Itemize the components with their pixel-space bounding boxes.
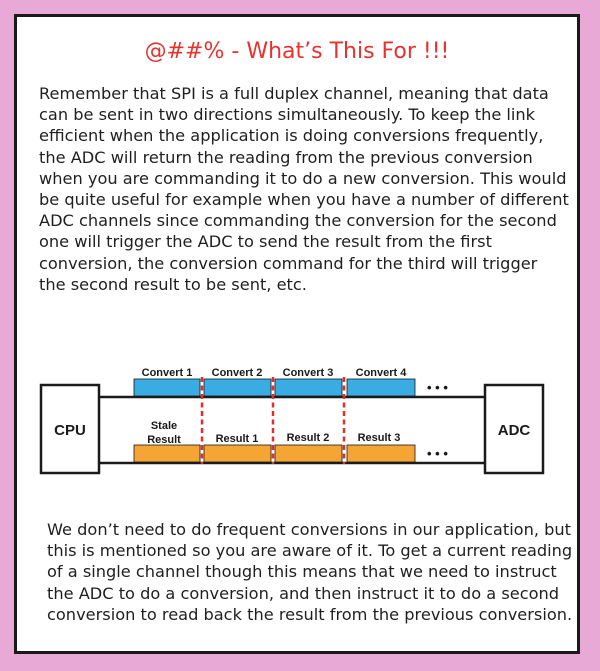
- stale-result-label: Result: [147, 434, 181, 446]
- result-label: Result 2: [286, 432, 330, 444]
- intro-paragraph: Remember that SPI is a full duplex channel, meaning that data can be sent in two directions simultaneously. To keep the link efficient when the application is doing conversions frequently, the ADC will return the reading from the previous conversion when you are commanding it to do a new conversion. This would be quite useful for example when you have a number of different ADC channels since commanding the conversion for the second one will trigger the ADC to send the result from the first conversion, the conversion command for the third will trigger the second result to be sent, etc.: [39, 84, 569, 294]
- stale-result-label: Stale: [150, 420, 178, 432]
- convert-label: Convert 4: [355, 367, 407, 379]
- closing-paragraph: We don’t need to do frequent conversions in our application, but this is mentioned so you are aware of it. To get a current reading of a single channel though this means that we need to instruct the ADC to do a conversion, and then instruct it to do a second conversion to read back the result from the previous conversion.: [47, 520, 573, 624]
- result-label: Result 1: [215, 433, 259, 445]
- result-ellipsis: • • •: [427, 446, 448, 461]
- convert-bar: [134, 379, 200, 396]
- convert-label: Convert 1: [141, 367, 193, 379]
- convert-bar: [204, 379, 271, 396]
- result-bar: [275, 445, 342, 462]
- convert-ellipsis: • • •: [427, 380, 448, 395]
- result-bar: [347, 445, 415, 462]
- result-bar: [134, 445, 200, 462]
- adc-label: ADC: [497, 422, 531, 439]
- result-bar: [204, 445, 271, 462]
- convert-label: Convert 2: [211, 367, 263, 379]
- result-label: Result 3: [357, 432, 401, 444]
- info-card: [14, 14, 580, 654]
- convert-bar: [347, 379, 415, 396]
- card-title: @##% - What’s This For !!!: [144, 39, 450, 64]
- cpu-label: CPU: [54, 422, 86, 439]
- convert-label: Convert 3: [282, 367, 334, 379]
- spi-diagram: [37, 350, 567, 475]
- convert-bar: [275, 379, 342, 396]
